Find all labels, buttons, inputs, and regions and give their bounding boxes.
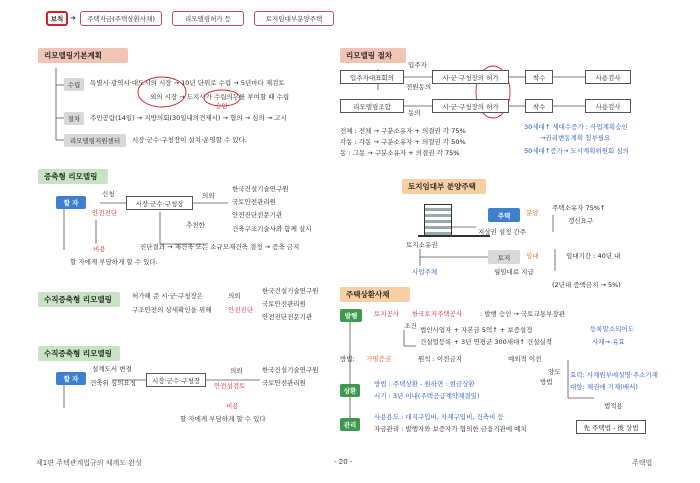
transfer-label: 양도 (548, 368, 561, 376)
cond2-label: 건설업등록 + 3년 연평균 300세대↑ 건설실적 (420, 338, 552, 346)
method-label: 방법: (340, 355, 355, 363)
seungin-label: 승인 (215, 102, 228, 110)
exception-label: 예외적 이전 (508, 355, 542, 363)
tab-land-lease[interactable]: 토지임대부분양주택 (254, 11, 334, 26)
label-jeolcha: 절차 (64, 112, 84, 125)
header-remodel-plan: 리모델링기본계획 (38, 48, 128, 63)
land-owner-label: 토지소유권 (406, 241, 438, 249)
manage-box: 관리 (340, 418, 360, 431)
all-agree: 전원동의 (406, 83, 432, 91)
org3-label: 안전진단전문기관 (232, 211, 283, 219)
each-rule: 각동 : 각동 → 구분소유자 + 의결권 각 50% (340, 138, 466, 146)
issuer-label: 토지공사 (374, 310, 400, 318)
apply-label: 신청 (102, 190, 115, 198)
start-box-1: 착수 (525, 70, 553, 84)
note-50: 50세대↑증가→ 도시계획위원회 심의 (524, 147, 629, 155)
cost-label: 비용 (93, 245, 106, 253)
review-label: 건축위 심의요청 (90, 379, 137, 387)
method1-label: 기명증권 (366, 355, 392, 363)
redeem-method: 방법 : 주택상환 - 원하면 : 현금상환 (374, 380, 475, 388)
tab-bochik[interactable]: 보칙 (46, 11, 68, 26)
tab-remodel-permit[interactable]: 리모델링허가 등 (172, 11, 244, 26)
header-vert-remodel-2: 수직증축형 리모델링 (38, 346, 120, 361)
burden-label: 할 자에게 부담하게 할 수 있다. (70, 258, 158, 266)
owner-label: 주택소유자 75%↑ (552, 204, 606, 212)
inspect-box-2: 사용검사 (585, 99, 631, 113)
issue-box: 발행 (340, 309, 362, 322)
header-vertical-ext: 증축형 리모델링 (38, 169, 108, 184)
burden-label-2: 할 자에게 부담하게 할 수 있다 (180, 415, 266, 423)
principle-label: 원칙 : 이전금지 (418, 355, 462, 363)
recommend-label: 추천한 (186, 221, 205, 229)
redeem-term: 시기 : 3년 이내(주택공급계약체결일) (374, 392, 480, 400)
safety-label-2: 안전진단 (228, 306, 254, 314)
gov-permit-box-1: 시·군·구청장의 허가 (432, 70, 509, 84)
issuer2-label: 한국토지주택공사 (412, 310, 463, 318)
union2-box: 리모델링조합 (340, 99, 404, 113)
design-label: 설계도서 변경 (92, 365, 132, 373)
lease-label: 임대 (526, 252, 539, 260)
su-line1: 특별시·광역시·대도시의 시장 → 10년 단위로 수립 → 5년마다 재검토 (90, 79, 285, 87)
period-label: 임대기간 : 40년 내 (566, 252, 621, 260)
reg-label: 등록말소되어도 (590, 325, 634, 333)
gov-box: 시장·군수·구청장 (126, 196, 193, 210)
unit-owner: 입주자 (408, 61, 427, 69)
org2-label: 국토안전관리원 (232, 198, 276, 206)
footer-right: 주택법 (632, 459, 653, 467)
org2-label-3: 국토안전관리원 (262, 379, 306, 387)
org1-label-3: 한국건설기술연구원 (262, 366, 319, 374)
alt-box-2: 할 자 (56, 372, 86, 385)
permit-label: 허가해 준 시·군·구청장은 (132, 292, 204, 300)
law-label: 법적용 (604, 402, 623, 410)
start-box-2: 착수 (525, 99, 553, 113)
building-icon (424, 204, 452, 236)
safety-label: 안전진단 (92, 209, 118, 217)
house-box: 주택 (488, 208, 520, 222)
valid-label: 사채→ 유효 (592, 338, 625, 346)
label-center: 리모델링지원센터 (64, 134, 126, 147)
request-label-2: 의뢰 (228, 292, 241, 300)
header-vert-remodel: 수직증축형 리모델링 (38, 292, 120, 307)
law-rule-box: 先 주택법 - 後 상법 (576, 420, 646, 434)
cond1-label: 법인사업자 + 자본금 5억↑ + 보증설정 (420, 326, 533, 334)
issue-line: : 발행 승인 → 국토교통부장관 (480, 310, 565, 318)
header-bond: 주택상환사채 (340, 287, 410, 302)
counter-label: 대항: 채권에 기재(배서) (570, 383, 638, 391)
safety-check-label: 구조안전의 상세확인을 위해 (132, 306, 212, 314)
full-rule: 전체 : 전체 → 구분소유자 + 의결권 각 75% (340, 127, 466, 135)
sale-label: 분양 (526, 209, 539, 217)
rent-note: (2년내 증액금지 → 5%) (552, 281, 621, 289)
gov-box-2: 시장·군수·구청장 (146, 373, 206, 387)
fund-label: 자금관리 : 발행자와 보증자가 협의한 금융기관에 예치 (374, 425, 527, 433)
method2-label: 방법 (540, 378, 553, 386)
org2-label-2: 국토안전관리원 (262, 300, 306, 308)
alt-box: 할 자 (56, 196, 86, 209)
gov-permit-box-2: 시·군·구청장의 허가 (432, 99, 509, 113)
org3-label-2: 안전진단전문기관 (262, 313, 313, 321)
org1-label: 한국건설기술연구원 (232, 185, 289, 193)
su-line2: 외의 시장 → 도지사가 수립의무를 부여할 때 수립 (150, 93, 290, 101)
tab-arrow: ➔ (70, 14, 76, 22)
tab-housing-fund[interactable]: 주택자금(주택상환사채) (80, 11, 162, 26)
rent-label: 월임대료 지급 (494, 268, 534, 276)
condition-label: 조건 (404, 322, 417, 330)
struct-label: 건축구조기술사와 함께 실시 (232, 225, 312, 233)
effect-label: 효력: 사채원부에성명·주소기재 (570, 371, 658, 379)
renew-label: 갱신요구 (568, 217, 594, 225)
note-rights: →권리변동계획 첨부필요 (540, 134, 611, 142)
operator-label: 사업주체 (412, 268, 438, 276)
dong-rule: 동 : 그동 → 구분소유자 + 의결권 각 75% (340, 149, 460, 157)
cost-label-2: 비용 (226, 402, 239, 410)
footer-left: 제1편 주택관계법규의 체계도 완성 (36, 459, 142, 467)
header-remodel-proc: 리모델링 절차 (340, 48, 406, 63)
footer-page: - 20 - (334, 458, 353, 466)
org1-label-2: 한국건설기술연구원 (262, 287, 319, 295)
redeem-box: 상환 (340, 384, 360, 397)
agree-label: 동의 (408, 109, 421, 117)
request-label-3: 의뢰 (230, 367, 243, 375)
usage-label: 사용용도 : 대지구입비, 자재구입비, 건축비 등 (374, 413, 504, 421)
center-line: 시장·군수·구청장이 설치·운영할 수 있다. (132, 136, 247, 144)
jeolcha-line: 주민공람(14일) → 지방의회(30일내의견제시) → 협의 → 심의 → 고시 (90, 114, 287, 122)
safety-review-label: 안전성검토 (214, 382, 246, 390)
diag-label: 진단결과 → 재건축 또는 소규모재건축 결정 → 증축 금지 (140, 243, 300, 251)
superficies-label: 지상권 설정 간주 (478, 228, 527, 236)
inspect-box-1: 사용검사 (585, 70, 631, 84)
header-land-lease: 토지임대부 분양주택 (402, 179, 486, 194)
note-30: 30세대↑ 세대수증가 : 사업계획승인 (524, 123, 628, 131)
label-su: 수립 (64, 78, 84, 91)
land-box: 토지 (488, 250, 520, 264)
request-label: 의뢰 (202, 192, 215, 200)
union-box: 입주자대표회의 (340, 70, 404, 84)
